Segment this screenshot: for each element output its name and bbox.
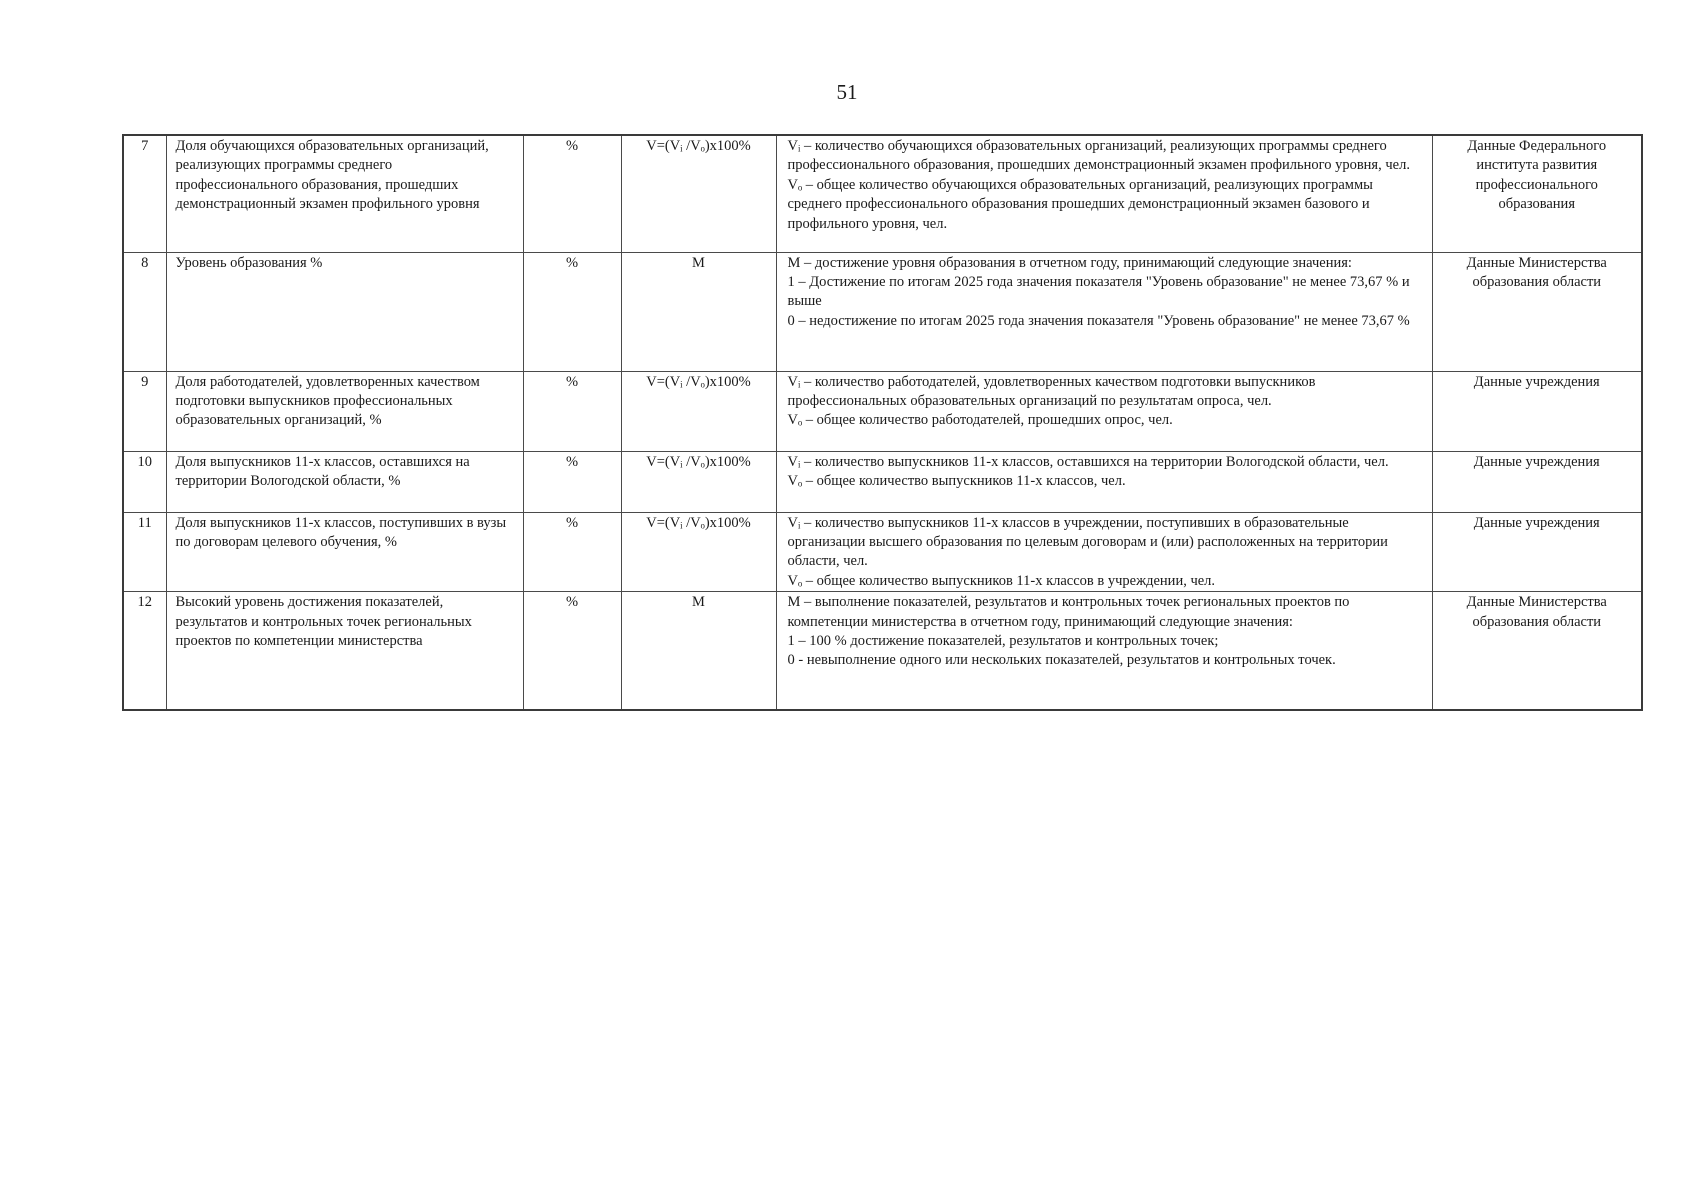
description-line: Vₒ – общее количество работодателей, прошедших опрос, чел. — [787, 412, 1173, 429]
indicator-name: Уровень образования % — [166, 252, 523, 371]
description-line: Vᵢ – количество обучающихся образовательных организаций, реализующих программы среднего профессионального образования, прошедших демонстрационный экзамен профильного уровня, чел. — [787, 138, 1410, 174]
page-number: 51 — [836, 80, 858, 104]
indicator-name: Доля выпускников 11-х классов, поступивших в вузы по договорам целевого обучения, % — [166, 512, 523, 592]
formula-description — [776, 135, 1432, 252]
description-line: 0 - невыполнение одного или нескольких показателей, результатов и контрольных точек. — [787, 652, 1336, 669]
data-source: Данные учреждения — [1432, 451, 1642, 512]
description-line: M – выполнение показателей, результатов и контрольных точек региональных проектов по компетенции министерства в отчетном году, принимающий следующие значения: — [787, 594, 1350, 630]
data-source: Данные Министерства образования области — [1432, 592, 1642, 710]
row-number: 10 — [123, 451, 166, 512]
description-line: Vᵢ – количество выпускников 11-х классов, оставшихся на территории Вологодской области, чел. — [787, 453, 1389, 470]
formula: M — [621, 592, 776, 710]
indicator-name: Высокий уровень достижения показателей, результатов и контрольных точек региональных проектов по компетенции министерства — [166, 592, 523, 710]
indicator-name: Доля обучающихся образовательных организаций, реализующих программы среднего профессионального образования, прошедших демонстрационный экзамен профильного уровня — [166, 135, 523, 252]
data-source: Данные Федерального института развития профессионального образования — [1432, 135, 1642, 252]
formula: V=(Vᵢ /Vₒ)x100% — [621, 371, 776, 451]
description-line: Vᵢ – количество выпускников 11-х классов в учреждении, поступивших в образовательные организации высшего образования по целевым договорам и (или) расположенных на территории области, чел. — [787, 514, 1388, 570]
description-line: Vₒ – общее количество выпускников 11-х классов в учреждении, чел. — [787, 572, 1216, 589]
row-number: 9 — [123, 371, 166, 451]
data-source: Данные учреждения — [1432, 371, 1642, 451]
formula-description — [776, 252, 1432, 371]
row-number: 11 — [123, 512, 166, 592]
description-line: 1 – Достижение по итогам 2025 года значения показателя "Уровень образование" не менее 73,67 % и выше — [787, 273, 1410, 310]
formula: M — [621, 252, 776, 371]
table-row — [123, 592, 1642, 710]
description-line: Vₒ – общее количество выпускников 11-х классов, чел. — [787, 472, 1126, 489]
table-row — [123, 135, 1642, 252]
formula-description — [776, 451, 1432, 512]
formula: V=(Vᵢ /Vₒ)x100% — [621, 512, 776, 592]
data-source: Данные учреждения — [1432, 512, 1642, 592]
description-line: 1 – 100 % достижение показателей, результатов и контрольных точек; — [787, 632, 1219, 649]
formula-description — [776, 592, 1432, 710]
table-row — [123, 371, 1642, 451]
unit: % — [523, 371, 621, 451]
row-number: 12 — [123, 592, 166, 710]
formula: V=(Vᵢ /Vₒ)x100% — [621, 451, 776, 512]
indicator-name: Доля работодателей, удовлетворенных качеством подготовки выпускников профессиональных образовательных организаций, % — [166, 371, 523, 451]
table-row — [123, 512, 1642, 592]
unit: % — [523, 592, 621, 710]
formula: V=(Vᵢ /Vₒ)x100% — [621, 135, 776, 252]
table-row — [123, 252, 1642, 371]
table-row — [123, 451, 1642, 512]
formula-description — [776, 371, 1432, 451]
data-source: Данные Министерства образования области — [1432, 252, 1642, 371]
unit: % — [523, 135, 621, 252]
indicator-name: Доля выпускников 11-х классов, оставшихся на территории Вологодской области, % — [166, 451, 523, 512]
description-line: Vᵢ – количество работодателей, удовлетворенных качеством подготовки выпускников профессиональных образовательных организаций по результатам опроса, чел. — [787, 373, 1316, 409]
description-line: Vₒ – общее количество обучающихся образовательных организаций, реализующих программы среднего профессионального образования прошедших демонстрационный экзамен базового и профильного уровня, чел. — [787, 176, 1373, 232]
description-line: 0 – недостижение по итогам 2025 года значения показателя "Уровень образование" не менее 73,67 % — [787, 312, 1410, 329]
indicators-table — [122, 134, 1643, 711]
unit: % — [523, 451, 621, 512]
row-number: 8 — [123, 252, 166, 371]
unit: % — [523, 512, 621, 592]
description-line: M – достижение уровня образования в отчетном году, принимающий следующие значения: — [787, 254, 1352, 271]
row-number: 7 — [123, 135, 166, 252]
formula-description — [776, 512, 1432, 592]
unit: % — [523, 252, 621, 371]
